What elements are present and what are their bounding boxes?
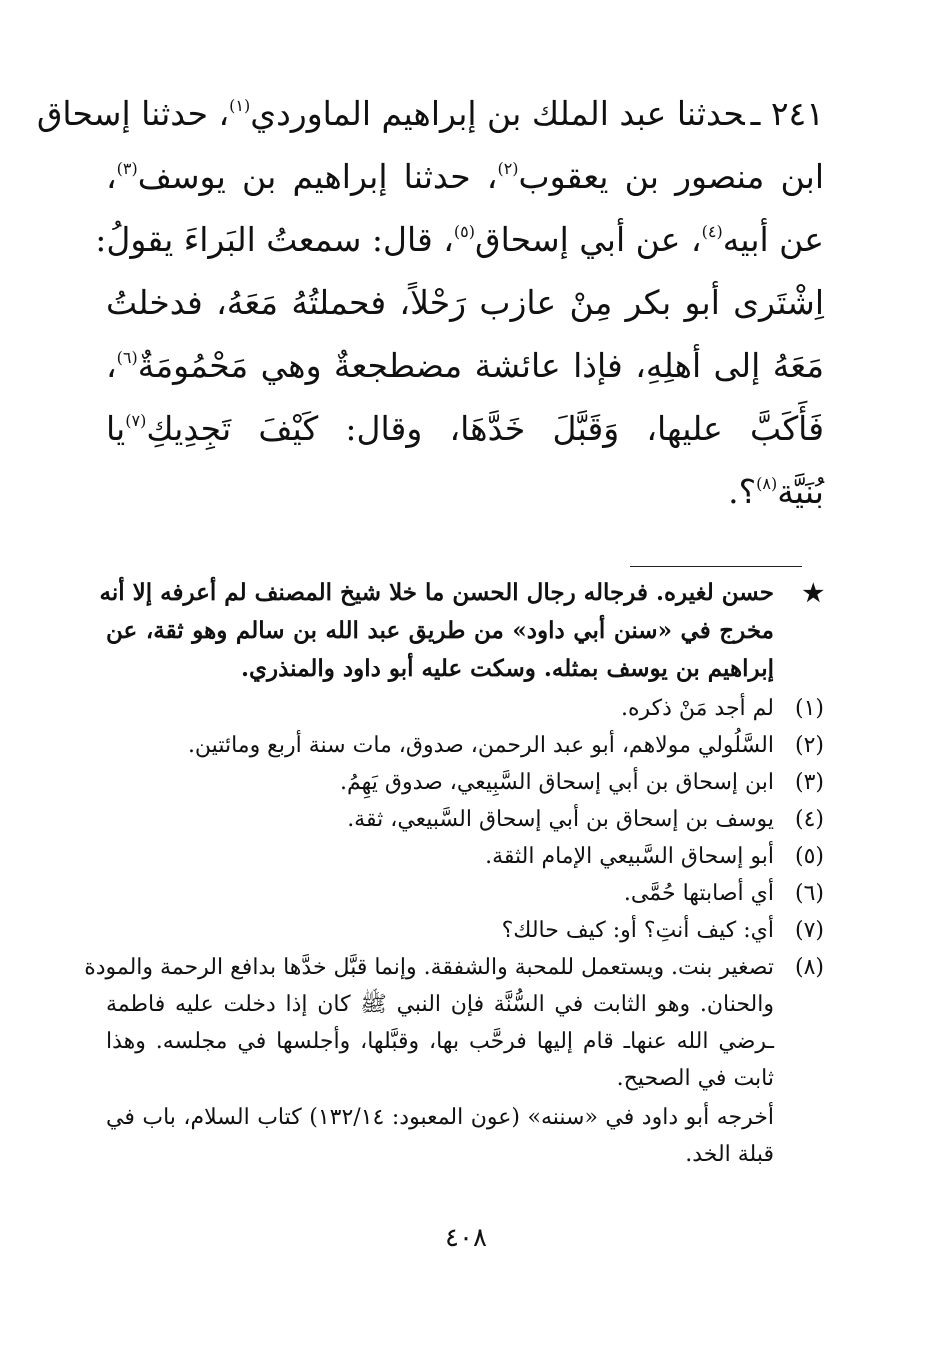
footnote-7 — [106, 912, 824, 949]
footnote-text: السَّلُولي مولاهم، أبو عبد الرحمن، صدوق، مات سنة أربع ومائتين. — [187, 733, 774, 758]
footnote-ref[interactable]: (٣) — [116, 159, 138, 178]
hadith-number: ٢٤١ ـ — [750, 94, 824, 133]
footnote-2 — [106, 727, 824, 764]
footnote-ref[interactable]: (١) — [229, 96, 251, 115]
footnote-number: (٣) — [794, 770, 824, 795]
footnotes-section — [84, 574, 824, 1173]
footnote-number: (٦) — [794, 881, 824, 906]
hadith-line: ٢٤١ ـحدثنا عبد الملك بن إبراهيم الماوردي$^{(١)}$، حدثنا إسحاق — [36, 94, 824, 133]
hadith-line: اِشْتَرى أبو بكر مِنْ عازب رَحْلاً، فحملتُهُ مَعَهُ، فدخلتُ — [106, 283, 824, 322]
star-icon: ★ — [802, 578, 824, 607]
footnote-ref[interactable]: (٥) — [453, 222, 476, 241]
footnote-text: ـرضي الله عنهاـ قام إليها فرحَّب بها، وقبَّلها، وأجلسها في مجلسه. وهذا — [106, 1029, 774, 1054]
hadith-text — [36, 82, 824, 523]
grading-note — [99, 574, 824, 688]
footnote-1 — [106, 690, 824, 727]
footnote-number: (٨) — [794, 955, 824, 980]
footnote-text: والحنان. وهو الثابت في السُّنَّة فإن النبي ﷺ كان إذا دخلت عليه فاطمة — [106, 992, 774, 1017]
footnote-text: ابن إسحاق بن أبي إسحاق السَّبِيعي، صدوق يَهِمُ. — [339, 770, 774, 795]
footnote-text: أبو إسحاق السَّبيعي الإمام الثقة. — [485, 844, 774, 869]
note-line: إبراهيم بن يوسف بمثله. وسكت عليه أبو داود والمنذري. — [240, 655, 774, 682]
hadith-line: بُنَيَّة$^{(٨)}$؟. — [728, 472, 824, 511]
footnote-text: ثابت في الصحيح. — [616, 1066, 774, 1091]
page-number: ٤٠٨ — [445, 1223, 487, 1253]
takhrij-note — [106, 1099, 824, 1173]
footnote-number: (١) — [794, 696, 824, 721]
footnote-ref[interactable]: (٦) — [116, 348, 138, 367]
hadith-line: ابن منصور بن يعقوب$^{(٢)}$، حدثنا إبراهيم بن يوسف$^{(٣)}$، — [106, 157, 824, 196]
note-line: مخرج في «سنن أبي داود» من طريق عبد الله بن سالم وهو ثقة، عن — [106, 617, 774, 644]
hadith-line: فَأَكَبَّ عليها، وَقَبَّلَ خَدَّهَا، وقال: كَيْفَ تَجِدِيكِ$^{(٧)}$يا — [106, 409, 824, 448]
footnote-ref[interactable]: (٢) — [497, 159, 519, 178]
footnote-number: (٧) — [794, 918, 824, 943]
footnote-number: (٤) — [794, 807, 824, 832]
footnote-6 — [106, 875, 824, 912]
note-line: قبلة الخد. — [685, 1142, 774, 1167]
footnote-4 — [106, 801, 824, 838]
footnote-ref[interactable]: (٨) — [756, 474, 778, 493]
footnote-text: تصغير بنت. ويستعمل للمحبة والشفقة. وإنما قبَّل خدَّها بدافع الرحمة والمودة — [84, 955, 774, 980]
footnote-5 — [106, 838, 824, 875]
note-line: أخرجه أبو داود في «سننه» (عون المعبود: ١٣٢/١٤) كتاب السلام، باب في — [106, 1105, 775, 1130]
hadith-line: عن أبيه$^{(٤)}$، عن أبي إسحاق$^{(٥)}$، قال: سمعتُ البَراءَ يقولُ: — [95, 220, 824, 259]
footnote-number: (٥) — [794, 844, 824, 869]
footnote-8 — [84, 949, 824, 1097]
footnote-ref[interactable]: (٤) — [701, 222, 723, 241]
note-line: حسن لغيره. فرجاله رجال الحسن ما خلا شيخ المصنف لم أعرفه إلا أنه — [99, 579, 774, 606]
footnote-text: لم أجد مَنْ ذكره. — [620, 696, 774, 721]
footnote-number: (٢) — [794, 733, 824, 758]
hadith-line: مَعَهُ إلى أهلِهِ، فإذا عائشة مضطجعةٌ وهي مَحْمُومَةٌ$^{(٦)}$، — [106, 346, 824, 385]
footnote-separator — [630, 566, 802, 567]
footnote-ref[interactable]: (٧) — [125, 411, 147, 430]
footnote-text: أي أصابتها حُمَّى. — [623, 881, 774, 906]
footnote-text: يوسف بن إسحاق بن أبي إسحاق السَّبيعي، ثقة. — [347, 807, 774, 832]
footnote-text: أي: كيف أنتِ؟ أو: كيف حالك؟ — [501, 918, 774, 943]
footnote-3 — [106, 764, 824, 801]
